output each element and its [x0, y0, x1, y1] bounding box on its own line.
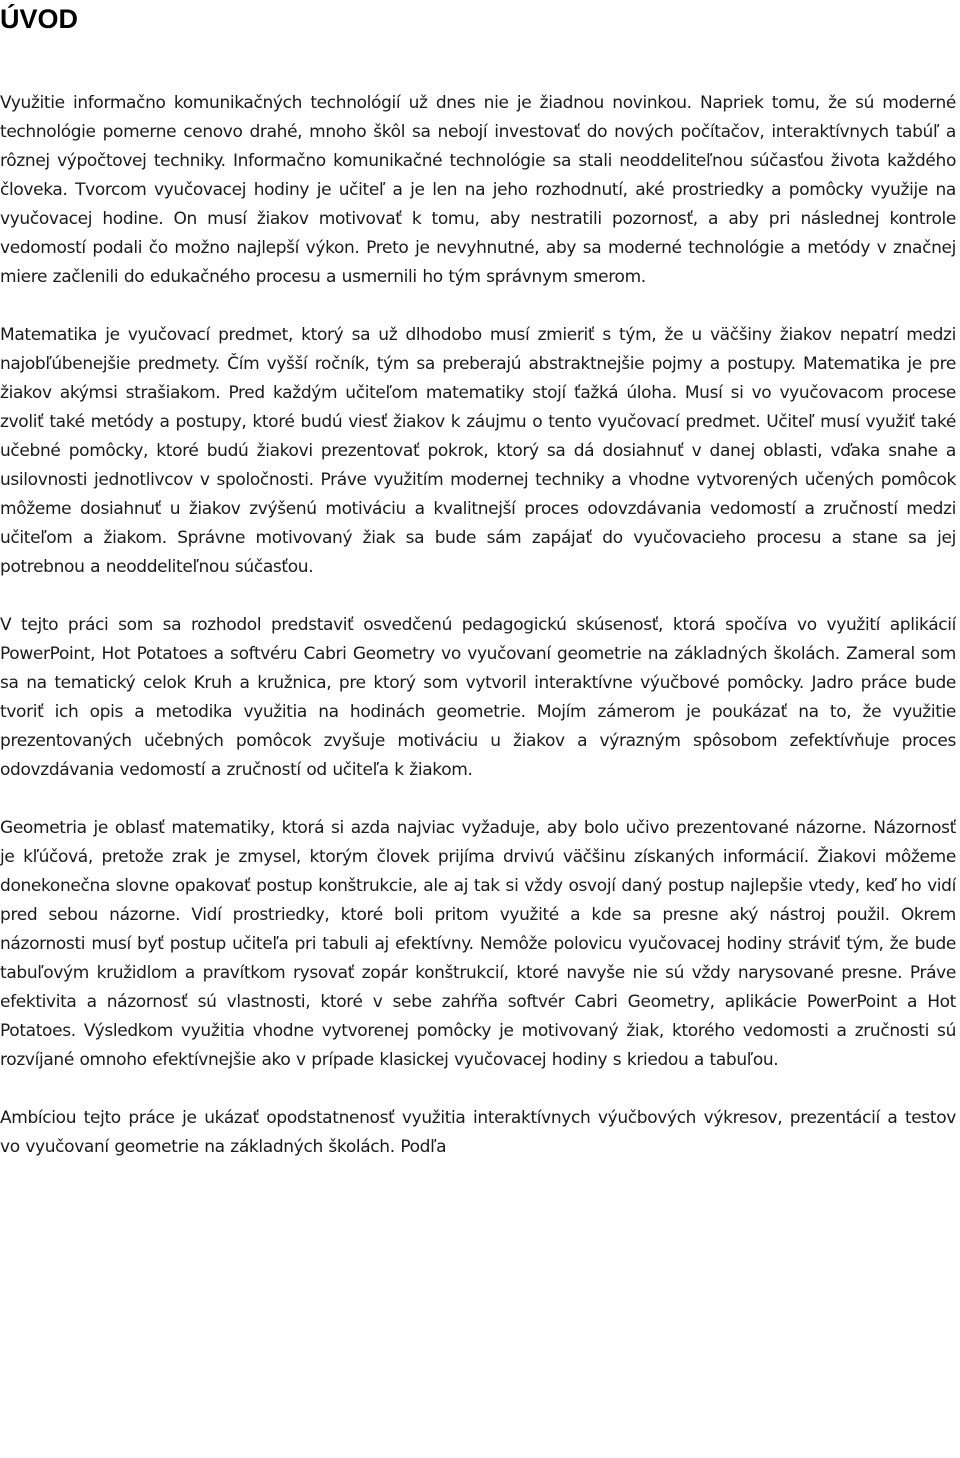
- paragraph-thesis-aim: V tejto práci som sa rozhodol predstaviť osvedčenú pedagogickú skúsenosť, ktorá spočíva vo využití aplikácií PowerPoint, Hot Potatoes a softvéru Cabri Geometry vo vyučovaní geometrie na základných školách. Zameral som sa na tematický celok Kruh a kružnica, pre ktorý som vytvoril interaktívne výučbové pomôcky. Jadro práce bude tvoriť ich opis a metodika využitia na hodinách geometrie. Mojím zámerom je poukázať na to, že využitie prezentovaných učebných pomôcok zvyšuje motiváciu u žiakov a výrazným spôsobom zefektívňuje proces odovzdávania vedomostí a zručností od učiteľa k žiakom.: [0, 615, 956, 780]
- paragraph-intro: Využitie informačno komunikačných technológií už dnes nie je žiadnou novinkou. Napriek tomu, že sú moderné technológie pomerne cenovo drahé, mnoho škôl sa nebojí investovať do nových počítačov, interaktívnych tabúľ a rôznej výpočtovej techniky. Informačno komunikačné technológie sa stali neoddeliteľnou súčasťou života každého človeka. Tvorcom vyučovacej hodiny je učiteľ a je len na jeho rozhodnutí, aké prostriedky a pomôcky využije na vyučovacej hodine. On musí žiakov motivovať k tomu, aby nestratili pozornosť, a aby pri následnej kontrole vedomostí podali čo možno najlepší výkon. Preto je nevyhnutné, aby sa moderné technológie a metódy v značnej miere začlenili do edukačného procesu a usmernili ho tým správnym smerom.: [0, 93, 956, 287]
- section-heading: ÚVOD: [0, 4, 79, 34]
- paragraph-geometry: Geometria je oblasť matematiky, ktorá si azda najviac vyžaduje, aby bolo učivo prezentované názorne. Názornosť je kľúčová, pretože zrak je zmysel, ktorým človek prijíma drvivú väčšinu získaných informácií. Žiakovi môžeme donekonečna slovne opakovať postup konštrukcie, ale aj tak si vždy osvojí daný postup najlepšie vtedy, keď ho vidí pred sebou názorne. Vidí prostriedky, ktoré boli pritom využité a kde sa presne aký nástroj použil. Okrem názornosti musí byť postup učiteľa pri tabuli aj efektívny. Nemôže polovicu vyučovacej hodiny stráviť tým, že bude tabuľovým kružidlom a pravítkom rysovať zopár konštrukcií, ktoré navyše nie sú vždy narysované presne. Práve efektivita a názornosť sú vlastnosti, ktoré v sebe zahŕňa softvér Cabri Geometry, aplikácie PowerPoint a Hot Potatoes. Výsledkom využitia vhodne vytvorenej pomôcky je motivovaný žiak, ktorého vedomosti a zručnosti sú rozvíjané omnoho efektívnejšie ako v prípade klasickej vyučovacej hodiny s kriedou a tabuľou.: [0, 818, 956, 1070]
- document-body: [0, 89, 956, 1191]
- paragraph-ambition: Ambíciou tejto práce je ukázať opodstatnenosť využitia interaktívnych výučbových výkresov, prezentácií a testov vo vyučovaní geometrie na základných školách. Podľa: [0, 1108, 956, 1157]
- paragraph-mathematics: Matematika je vyučovací predmet, ktorý sa už dlhodobo musí zmieriť s tým, že u väčšiny žiakov nepatrí medzi najobľúbenejšie predmety. Čím vyšší ročník, tým sa preberajú abstraktnejšie pojmy a postupy. Matematika je pre žiakov akýmsi strašiakom. Pred každým učiteľom matematiky stojí ťažká úloha. Musí si vo vyučovacom procese zvoliť také metódy a postupy, ktoré budú viesť žiakov k záujmu o tento vyučovací predmet. Učiteľ musí využiť také učebné pomôcky, ktoré budú žiakovi prezentovať pokrok, ktorý sa dá dosiahnuť v danej oblasti, vďaka snahe a usilovnosti jednotlivcov v spoločnosti. Práve využitím modernej techniky a vhodne vytvorených učených pomôcok môžeme dosiahnuť u žiakov zvýšenú motiváciu a kvalitnejší proces odovzdávania vedomostí a zručností medzi učiteľom a žiakom. Správne motivovaný žiak sa bude sám zapájať do vyučovacieho procesu a stane sa jej potrebnou a neoddeliteľnou súčasťou.: [0, 325, 956, 577]
